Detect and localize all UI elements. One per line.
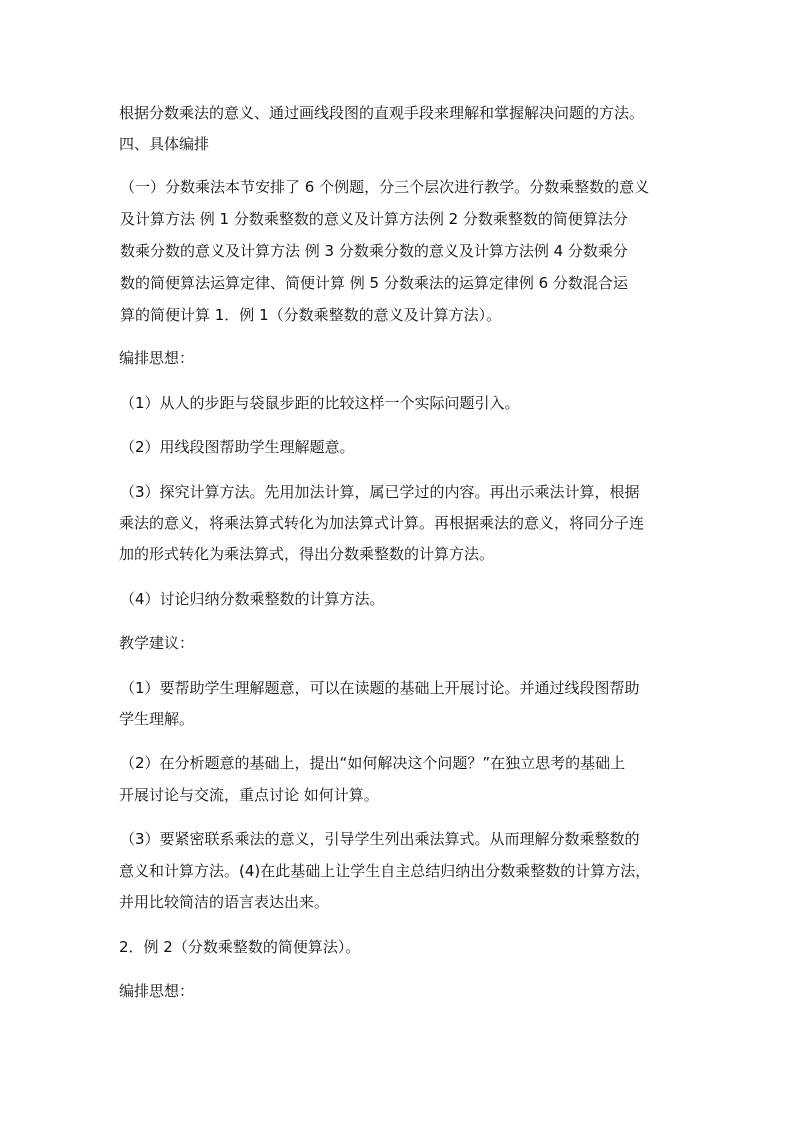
text-line-7: 算的简便计算 1．例 1（分数乘整数的意义及计算方法）。: [120, 306, 502, 324]
text-line-16: （1）要帮助学生理解题意，可以在读题的基础上开展讨论。并通过线段图帮助: [120, 679, 640, 697]
text-line-22: 并用比较简洁的语言表达出来。: [119, 893, 330, 911]
subheading-jiaoxue-jianyi: 教学建议：: [119, 634, 195, 652]
subheading-bianpai-sixiang-2: 编排思想：: [119, 982, 195, 1000]
text-line-23: 2．例 2（分数乘整数的简便算法）。: [119, 938, 361, 956]
text-line-6: 数的简便算法运算定律、简便计算 例 5 分数乘法的运算定律例 6 分数混合运: [120, 274, 628, 292]
text-line-19: 开展讨论与交流，重点讨论 如何计算。: [119, 786, 379, 804]
text-line-3: （一）分数乘法本节安排了 6 个例题，分三个层次进行教学。分数乘整数的意义: [120, 178, 650, 196]
text-line-13: 加的形式转化为乘法算式，得出分数乘整数的计算方法。: [119, 545, 495, 563]
text-line-9: （1）从人的步距与袋鼠步距的比较这样一个实际问题引入。: [120, 394, 520, 412]
text-line-14: （4）讨论归纳分数乘整数的计算方法。: [120, 590, 385, 608]
text-line-5: 数乘分数的意义及计算方法 例 3 分数乘分数的意义及计算方法例 4 分数乘分: [120, 242, 628, 260]
text-line-21: 意义和计算方法。(4)在此基础上让学生自主总结归纳出分数乘整数的计算方法，: [119, 862, 651, 880]
text-line-1: 根据分数乘法的意义、通过画线段图的直观手段来理解和掌握解决问题的方法。: [119, 104, 645, 122]
text-line-17: 学生理解。: [119, 710, 195, 728]
text-line-10: （2）用线段图帮助学生理解题意。: [120, 438, 355, 456]
text-line-4: 及计算方法 例 1 分数乘整数的意义及计算方法例 2 分数乘整数的简便算法分: [120, 210, 628, 228]
text-line-18: （2）在分析题意的基础上，提出“如何解决这个问题？”在独立思考的基础上: [120, 754, 626, 772]
text-line-20: （3）要紧密联系乘法的意义，引导学生列出乘法算式。从而理解分数乘整数的: [120, 830, 640, 848]
subheading-bianpai-sixiang: 编排思想：: [119, 349, 195, 367]
text-line-12: 乘法的意义，将乘法算式转化为加法算式计算。再根据乘法的意义，将同分子连: [119, 514, 645, 532]
section-heading: 四、具体编排: [119, 135, 210, 153]
text-line-11: （3）探究计算方法。先用加法计算，属已学过的内容。再出示乘法计算，根据: [120, 483, 640, 501]
